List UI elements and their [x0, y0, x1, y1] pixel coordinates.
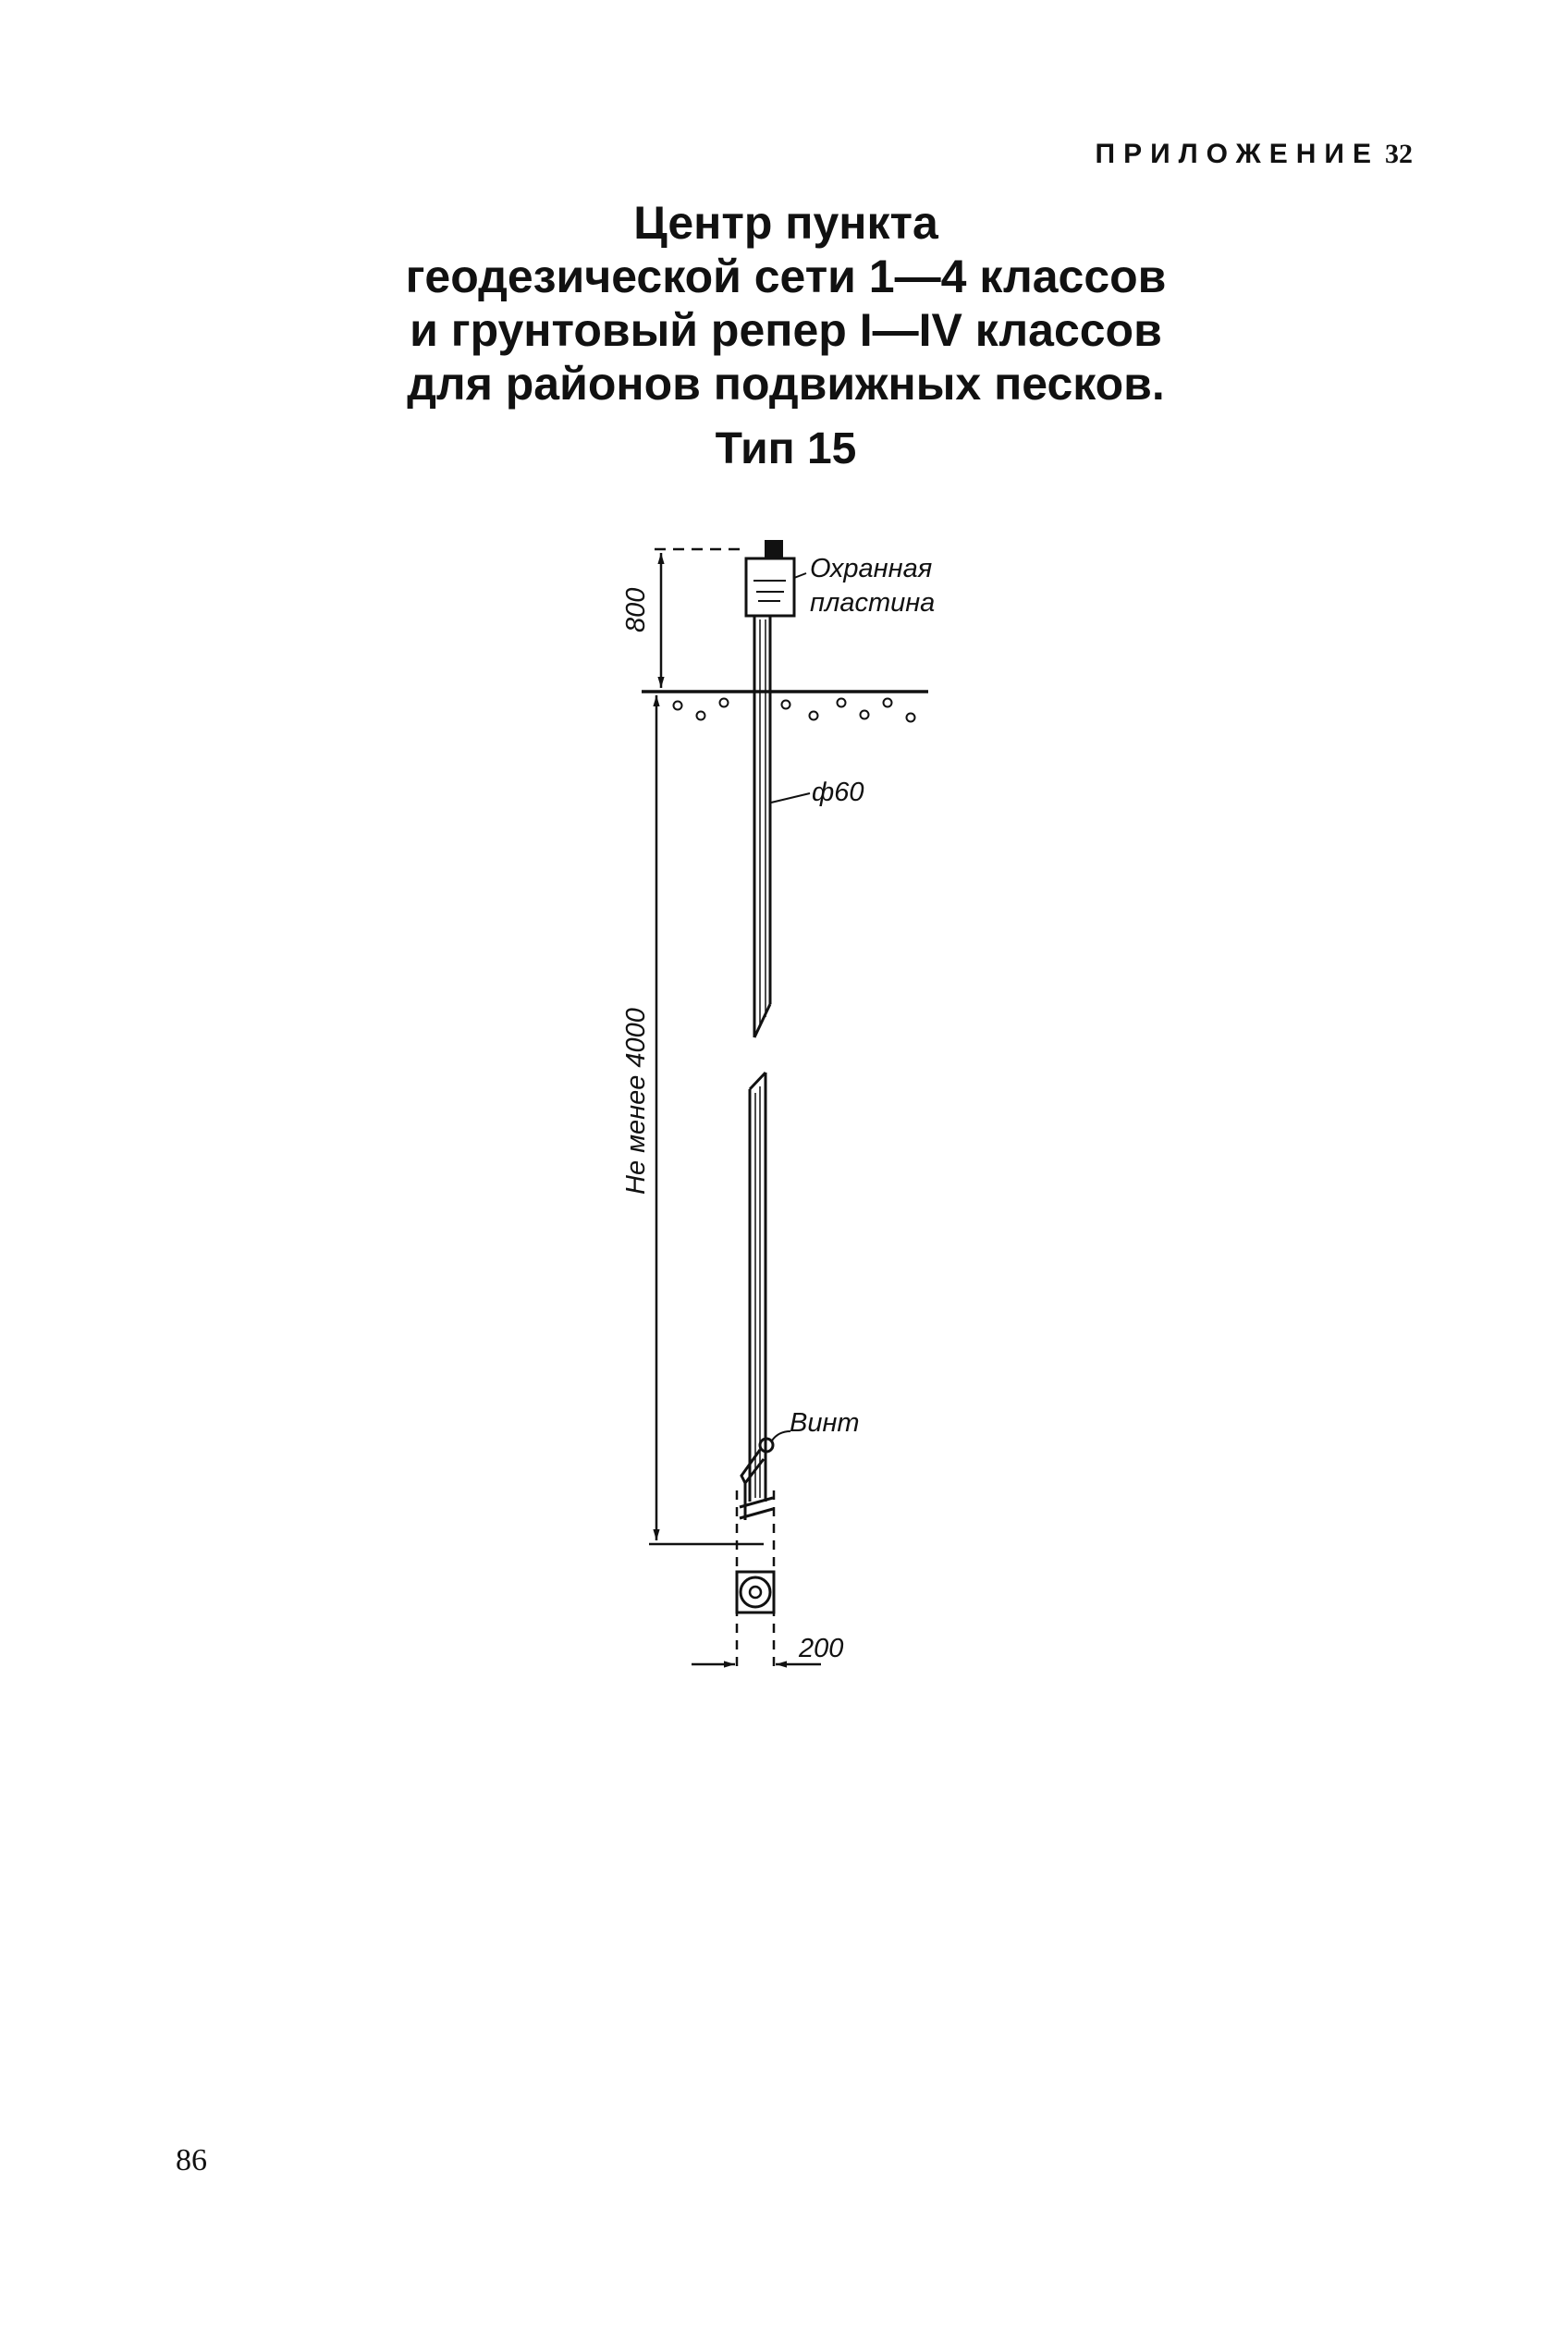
screw-anchor — [740, 1439, 773, 1520]
appendix-number: 32 — [1385, 139, 1413, 169]
label-dim-800: 800 — [621, 587, 651, 632]
title-line: Центр пункта — [633, 197, 938, 249]
label-dim-200: 200 — [799, 1634, 844, 1663]
pipe-upper — [754, 616, 770, 1037]
title-line: и грунтовый репер I—IV классов — [410, 304, 1162, 356]
sand-pebbles — [674, 699, 915, 722]
label-screw: Винт — [790, 1408, 860, 1438]
type-label: Тип 15 — [715, 424, 857, 473]
leader-diameter — [771, 793, 810, 803]
pipe-lower — [750, 1073, 766, 1502]
plan-view-circle — [737, 1572, 774, 1613]
leader-plate — [794, 573, 806, 578]
label-diameter: ф60 — [812, 778, 864, 807]
protective-plate — [746, 540, 794, 616]
leader-screw — [772, 1431, 790, 1441]
appendix-word: ПРИЛОЖЕНИЕ — [1095, 139, 1379, 169]
label-plate-line2: пластина — [810, 588, 936, 618]
page-number: 86 — [176, 2143, 207, 2177]
label-plate-line1: Охранная — [810, 554, 933, 583]
title-line: для районов подвижных песков. — [407, 358, 1165, 410]
label-dim-depth: Не менее 4000 — [621, 1008, 651, 1195]
title-line: геодезической сети 1—4 классов — [405, 251, 1167, 302]
